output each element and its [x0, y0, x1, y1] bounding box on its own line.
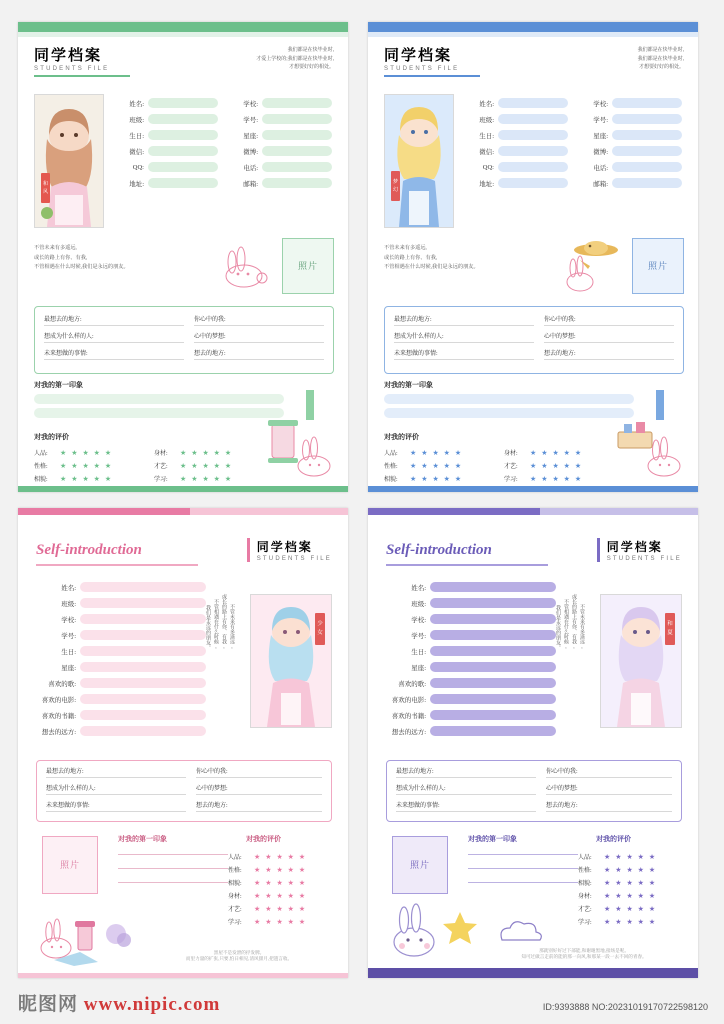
top-accent-bar-light: [540, 508, 698, 515]
character-illustration: [600, 594, 682, 728]
watermark: 昵图网 www.nipic.com: [18, 994, 221, 1015]
rating-row[interactable]: 学习: ★ ★ ★ ★ ★: [228, 918, 307, 926]
field-row[interactable]: 生日:: [386, 646, 556, 656]
field-input[interactable]: [80, 694, 206, 704]
field-row[interactable]: 地址:: [464, 178, 568, 188]
top-accent-bar-light: [368, 32, 698, 37]
impression-input[interactable]: [34, 408, 284, 418]
field-input[interactable]: [262, 130, 332, 140]
field-input[interactable]: [430, 598, 556, 608]
photo-placeholder[interactable]: 照片: [42, 836, 98, 894]
star-rating[interactable]: ★ ★ ★ ★ ★: [530, 449, 583, 457]
character-illustration: [384, 94, 454, 228]
card-green: 同学档案 STUDENTS FILE 我们都是在快毕业时, 才爱上学校的;我们都是在快毕业时, 才想要好好的相处。 和 风 姓名: 班级: 生日: 微信: QQ: 地址: 学校: 学号: 星座: 微博: 电话: 邮箱: 不管未来有多遥远, 或长的路上有你、有我, 不管相遇在什么时候,我们是永远的朋友。 照片 最想去的地方: 想成为什么样的人: 未来想做的事情: 你心中的我: 心中的梦想: 想去的地方: 对我的第一印象 对我的评价 人品: ★ ★ ★ ★ ★ 性格: ★ ★ ★ ★ ★ 相貌: ★ ★ ★ ★ ★ 身材: ★ ★ ★ ★ ★ 才艺: ★ ★ ★ ★ ★ 学习: ★ ★ ★ ★ ★: [18, 22, 348, 492]
field-input[interactable]: [80, 726, 206, 736]
impression-line[interactable]: [118, 882, 228, 883]
motto-text: 不管未来有多遥远, 或长的路上有你、有我, 不管相遇在什么时候,我们是永远的朋友。: [34, 245, 129, 271]
field-row[interactable]: 喜欢的书籍:: [36, 710, 206, 720]
field-row[interactable]: 星座:: [386, 662, 556, 672]
verse-block: 不管未来有多遥远, 或长的路上有你、有我, 不管相遇在什么时候, 我们是永远的朋友。: [205, 594, 235, 650]
field-input[interactable]: [612, 146, 682, 156]
star-rating[interactable]: ★ ★ ★ ★ ★: [410, 475, 463, 483]
top-accent-bar-light: [18, 32, 348, 37]
rating-row[interactable]: 身材: ★ ★ ★ ★ ★: [228, 892, 307, 900]
questions-right: 你心中的我: 心中的梦想: 想去的地方:: [546, 766, 672, 812]
top-accent-bar-light: [190, 508, 348, 515]
star-rating[interactable]: ★ ★ ★ ★ ★: [180, 475, 233, 483]
accent-block: [656, 390, 664, 420]
bottom-accent-bar: [18, 973, 348, 978]
rating-row[interactable]: 学习: ★ ★ ★ ★ ★: [578, 918, 657, 926]
rabbit-icon: [214, 242, 278, 290]
questions-left: 最想去的地方: 想成为什么样的人: 未来想做的事情:: [44, 314, 184, 360]
impression-input[interactable]: [34, 394, 284, 404]
rating-row[interactable]: 才艺: ★ ★ ★ ★ ★: [578, 905, 657, 913]
star-rating[interactable]: ★ ★ ★ ★ ★: [604, 918, 657, 926]
star-rating[interactable]: ★ ★ ★ ★ ★: [254, 866, 307, 874]
field-input[interactable]: [80, 598, 206, 608]
field-input[interactable]: [148, 146, 218, 156]
field-input[interactable]: [80, 582, 206, 592]
field-input[interactable]: [430, 614, 556, 624]
field-input[interactable]: [148, 98, 218, 108]
field-row[interactable]: 姓名:: [464, 98, 568, 108]
top-accent-bar: [368, 508, 540, 515]
character-illustration: [34, 94, 104, 228]
questions-left: 最想去的地方: 想成为什么样的人: 未来想做的事情:: [396, 766, 536, 812]
questions-right: 你心中的我: 心中的梦想: 想去的地方:: [194, 314, 324, 360]
fields-left: [114, 98, 218, 194]
field-input[interactable]: [612, 130, 682, 140]
field-input[interactable]: [262, 162, 332, 172]
field-row[interactable]: 星座:: [228, 130, 332, 140]
rating-row[interactable]: 性格: ★ ★ ★ ★ ★: [228, 866, 307, 874]
rating-row[interactable]: 性格: ★ ★ ★ ★ ★: [578, 866, 657, 874]
questions-left: 最想去的地方: 想成为什么样的人: 未来想做的事情:: [46, 766, 186, 812]
field-input[interactable]: [430, 726, 556, 736]
star-rating[interactable]: ★ ★ ★ ★ ★: [530, 462, 583, 470]
star-rating[interactable]: ★ ★ ★ ★ ★: [180, 462, 233, 470]
field-input[interactable]: [612, 178, 682, 188]
ratings-list: [578, 852, 686, 930]
field-input[interactable]: [80, 630, 206, 640]
field-row[interactable]: 想去的远方:: [36, 726, 206, 736]
field-input[interactable]: [430, 694, 556, 704]
field-input[interactable]: [262, 178, 332, 188]
rating-row[interactable]: 学习: ★ ★ ★ ★ ★: [154, 475, 233, 483]
rating-row[interactable]: 性格: ★ ★ ★ ★ ★: [384, 462, 463, 470]
asset-id: ID:9393888 NO:20231019170722598120: [542, 1002, 708, 1012]
field-input[interactable]: [430, 710, 556, 720]
field-row[interactable]: 班级:: [36, 598, 206, 608]
star-rating[interactable]: ★ ★ ★ ★ ★: [604, 905, 657, 913]
impression-input[interactable]: [384, 408, 634, 418]
fields-right: [228, 98, 332, 194]
field-input[interactable]: [148, 114, 218, 124]
field-row[interactable]: 学校:: [36, 614, 206, 624]
star-rating[interactable]: ★ ★ ★ ★ ★: [254, 879, 307, 887]
page-title: 同学档案 STUDENTS FILE: [247, 538, 332, 562]
star-rating[interactable]: ★ ★ ★ ★ ★: [604, 892, 657, 900]
field-row[interactable]: 想去的远方:: [386, 726, 556, 736]
watermark-url: www.nipic.com: [83, 994, 221, 1015]
field-row[interactable]: QQ:: [464, 162, 568, 172]
field-row[interactable]: 生日:: [464, 130, 568, 140]
photo-placeholder[interactable]: 照片: [392, 836, 448, 894]
self-introduction-title: Self-introduction: [36, 542, 142, 558]
card-blue: 同学档案 STUDENTS FILE 我们都是在快毕业时, 我们都是在快毕业时, 才想要好好的相处。 梦 幻 姓名: 班级: 生日: 微信: QQ: 地址: 学校: 学号: 星座: 微博: 电话: 邮箱: 不管未来有多遥远, 或长的路上有你、有我, 不管相遇在什么时候,我们是永远的朋友。 照片 最想去的地方: 想成为什么样的人: 未来想做的事情: 你心中的我: 心中的梦想: 想去的地方: 对我的第一印象 对我的评价 人品: ★ ★ ★ ★ ★ 性格: ★ ★ ★ ★ ★ 相貌: ★ ★ ★ ★ ★ 身材: ★ ★ ★ ★ ★ 才艺: ★ ★ ★ ★ ★ 学习: ★ ★ ★ ★ ★: [368, 22, 698, 492]
footnote: 那就别好好过下部能,和谢谢黑地,接场是呢。 知可过做言走前的能的那一向风,和那某一段一去不回的青春。: [521, 948, 647, 959]
rabbit-duck-icon: [560, 234, 630, 296]
field-input[interactable]: [612, 98, 682, 108]
ratings-right: [154, 448, 264, 487]
rating-row[interactable]: 性格: ★ ★ ★ ★ ★: [34, 462, 113, 470]
field-input[interactable]: [80, 614, 206, 624]
page-title: 同学档案 STUDENTS FILE: [597, 538, 682, 562]
fields-list: [36, 582, 206, 742]
star-rating[interactable]: ★ ★ ★ ★ ★: [254, 892, 307, 900]
ratings-left: [384, 448, 494, 487]
field-input[interactable]: [498, 98, 568, 108]
rating-row[interactable]: 才艺: ★ ★ ★ ★ ★: [154, 462, 233, 470]
motto-text: 不管未来有多遥远, 或长的路上有你、有我, 不管相遇在什么时候,我们是永远的朋友。: [384, 245, 479, 271]
field-input[interactable]: [80, 662, 206, 672]
impression-line[interactable]: [468, 854, 578, 855]
svg-text:女: 女: [317, 630, 323, 636]
field-row[interactable]: 邮箱:: [228, 178, 332, 188]
field-input[interactable]: [430, 662, 556, 672]
field-row[interactable]: 学号:: [386, 630, 556, 640]
rating-row[interactable]: 才艺: ★ ★ ★ ★ ★: [228, 905, 307, 913]
fields-left: [464, 98, 568, 194]
title-rule: [34, 75, 130, 77]
lantern-rabbit-icon: [262, 418, 338, 484]
card-pink: Self-introduction 同学档案 STUDENTS FILE 姓名: 班级: 学校: 学号: 生日: 星座: 喜欢的歌: 喜欢的电影: 喜欢的书籍: 想去的远方: 不管未来有多遥远, 或长的路上有你、有我, 不管相遇在什么时候, 我们是永远的朋友。 少 女 最想去的地方: 想成为什么样的人: 未来想做的事情: 你心中的我: 心中的梦想: 想去的地方: 照片 对我的第一印象 对我的评价 人品: ★ ★ ★ ★ ★ 性格: ★ ★ ★ ★ ★ 相貌: ★ ★ ★ ★ ★ 身材: ★ ★ ★ ★ ★ 才艺: ★ ★ ★ ★ ★ 学习: ★ ★ ★ ★ ★ 黑屋不是发泄的抒发脾。 而里力量的扩张,只要,怕日相见,清风甜月,把遗言收。: [18, 508, 348, 978]
impression-line[interactable]: [468, 868, 578, 869]
field-row[interactable]: 喜欢的电影:: [36, 694, 206, 704]
bottom-accent-bar: [368, 486, 698, 492]
rating-row[interactable]: 人品: ★ ★ ★ ★ ★: [384, 449, 463, 457]
page-title: 同学档案 STUDENTS FILE: [34, 44, 130, 77]
star-rating[interactable]: ★ ★ ★ ★ ★: [604, 853, 657, 861]
field-row[interactable]: 喜欢的歌:: [36, 678, 206, 688]
field-row[interactable]: 喜欢的歌:: [386, 678, 556, 688]
title-rule: [386, 564, 548, 566]
field-row[interactable]: 星座:: [36, 662, 206, 672]
rating-row[interactable]: 人品: ★ ★ ★ ★ ★: [228, 853, 307, 861]
fields-list: [386, 582, 556, 742]
photo-placeholder[interactable]: 照片: [632, 238, 684, 294]
top-accent-bar: [18, 22, 348, 32]
ratings-right: [504, 448, 614, 487]
field-input[interactable]: [430, 630, 556, 640]
field-input[interactable]: [262, 146, 332, 156]
star-rating[interactable]: ★ ★ ★ ★ ★: [180, 449, 233, 457]
field-row[interactable]: 微信:: [114, 146, 218, 156]
ratings-left: [34, 448, 144, 487]
field-input[interactable]: [148, 130, 218, 140]
top-accent-bar: [18, 508, 190, 515]
star-rating[interactable]: ★ ★ ★ ★ ★: [254, 918, 307, 926]
svg-text:梦: 梦: [392, 179, 399, 185]
field-input[interactable]: [80, 710, 206, 720]
rating-row[interactable]: 人品: ★ ★ ★ ★ ★: [34, 449, 113, 457]
field-input[interactable]: [80, 646, 206, 656]
character-illustration: [250, 594, 332, 728]
field-input[interactable]: [612, 114, 682, 124]
rating-row[interactable]: 身材: ★ ★ ★ ★ ★: [154, 449, 233, 457]
field-row[interactable]: 姓名:: [114, 98, 218, 108]
field-row[interactable]: QQ:: [114, 162, 218, 172]
field-row[interactable]: 生日:: [114, 130, 218, 140]
star-rating[interactable]: ★ ★ ★ ★ ★: [604, 879, 657, 887]
svg-text:和: 和: [667, 621, 673, 627]
impression-input[interactable]: [384, 394, 634, 404]
field-input[interactable]: [498, 178, 568, 188]
star-rating[interactable]: ★ ★ ★ ★ ★: [604, 866, 657, 874]
field-row[interactable]: 学校:: [228, 98, 332, 108]
rating-row[interactable]: 相貌: ★ ★ ★ ★ ★: [384, 475, 463, 483]
star-rating[interactable]: ★ ★ ★ ★ ★: [410, 462, 463, 470]
field-input[interactable]: [262, 114, 332, 124]
field-input[interactable]: [148, 178, 218, 188]
star-rating[interactable]: ★ ★ ★ ★ ★: [254, 905, 307, 913]
verse-block: 我们都是在快毕业时, 我们都是在快毕业时, 才想要好好的相处。: [637, 47, 684, 70]
field-row[interactable]: 电话:: [228, 162, 332, 172]
rating-row[interactable]: 人品: ★ ★ ★ ★ ★: [578, 853, 657, 861]
field-row[interactable]: 地址:: [114, 178, 218, 188]
star-rating[interactable]: ★ ★ ★ ★ ★: [60, 462, 113, 470]
field-row[interactable]: 班级:: [464, 114, 568, 124]
field-row[interactable]: 喜欢的电影:: [386, 694, 556, 704]
field-row[interactable]: 学号:: [228, 114, 332, 124]
bottom-accent-bar: [18, 486, 348, 492]
field-row[interactable]: 电话:: [578, 162, 682, 172]
field-row[interactable]: 学校:: [578, 98, 682, 108]
footnote: 黑屋不是发泄的抒发脾。 而里力量的扩张,只要,怕日相见,清风甜月,把遗言收。: [185, 950, 293, 961]
star-rating[interactable]: ★ ★ ★ ★ ★: [410, 449, 463, 457]
field-row[interactable]: 学号:: [36, 630, 206, 640]
bottom-accent-bar: [368, 968, 698, 978]
rating-row[interactable]: 才艺: ★ ★ ★ ★ ★: [504, 462, 583, 470]
impression-line[interactable]: [118, 868, 228, 869]
field-row[interactable]: 学号:: [578, 114, 682, 124]
star-rating[interactable]: ★ ★ ★ ★ ★: [60, 475, 113, 483]
field-row[interactable]: 学校:: [386, 614, 556, 624]
field-row[interactable]: 生日:: [36, 646, 206, 656]
field-row[interactable]: 微信:: [464, 146, 568, 156]
fields-right: [578, 98, 682, 194]
accent-block: [306, 390, 314, 420]
card-purple: Self-introduction 同学档案 STUDENTS FILE 姓名: 班级: 学校: 学号: 生日: 星座: 喜欢的歌: 喜欢的电影: 喜欢的书籍: 想去的远方: 不管未来有多遥远, 或长的路上有你、有我, 不管相遇在什么时候, 我们是永远的朋友。 和 夏 最想去的地方: 想成为什么样的人: 未来想做的事情: 你心中的我: 心中的梦想: 想去的地方: 照片 对我的第一印象 对我的评价 人品: ★ ★ ★ ★ ★ 性格: ★ ★ ★ ★ ★ 相貌: ★ ★ ★ ★ ★ 身材: ★ ★ ★ ★ ★ 才艺: ★ ★ ★ ★ ★ 学习: ★ ★ ★ ★ ★ 那就别好好过下部能,和谢谢黑地,接场是呢。 知可过做言走前的能的那一向风,和那某一段一去不回的青春。: [368, 508, 698, 978]
svg-text:夏: 夏: [667, 630, 673, 636]
self-introduction-title: Self-introduction: [386, 542, 492, 558]
photo-placeholder[interactable]: 照片: [282, 238, 334, 294]
star-rating[interactable]: ★ ★ ★ ★ ★: [60, 449, 113, 457]
field-row[interactable]: 班级:: [386, 598, 556, 608]
field-input[interactable]: [262, 98, 332, 108]
field-input[interactable]: [612, 162, 682, 172]
star-rating[interactable]: ★ ★ ★ ★ ★: [254, 853, 307, 861]
questions-right: 你心中的我: 心中的梦想: 想去的地方:: [544, 314, 674, 360]
title-rule: [36, 564, 198, 566]
field-row[interactable]: 喜欢的书籍:: [386, 710, 556, 720]
field-input[interactable]: [430, 646, 556, 656]
questions-left: 最想去的地方: 想成为什么样的人: 未来想做的事情:: [394, 314, 534, 360]
field-input[interactable]: [498, 146, 568, 156]
field-row[interactable]: 邮箱:: [578, 178, 682, 188]
svg-text:和: 和: [42, 181, 49, 187]
field-row[interactable]: 微博:: [228, 146, 332, 156]
rating-row[interactable]: 身材: ★ ★ ★ ★ ★: [504, 449, 583, 457]
field-input[interactable]: [430, 678, 556, 688]
impression-line[interactable]: [118, 854, 228, 855]
star-rating[interactable]: ★ ★ ★ ★ ★: [530, 475, 583, 483]
field-input[interactable]: [148, 162, 218, 172]
rating-row[interactable]: 相貌: ★ ★ ★ ★ ★: [34, 475, 113, 483]
verse-block: 不管未来有多遥远, 或长的路上有你、有我, 不管相遇在什么时候, 我们是永远的朋友。: [555, 594, 585, 650]
rating-row[interactable]: 身材: ★ ★ ★ ★ ★: [578, 892, 657, 900]
title-rule: [384, 75, 480, 77]
tray-rabbit-icon: [612, 418, 688, 484]
rabbit-lamp-icon: [34, 904, 144, 966]
field-input[interactable]: [80, 678, 206, 688]
rating-row[interactable]: 相貌: ★ ★ ★ ★ ★: [228, 879, 307, 887]
rating-row[interactable]: 学习: ★ ★ ★ ★ ★: [504, 475, 583, 483]
field-row[interactable]: 班级:: [114, 114, 218, 124]
field-row[interactable]: 姓名:: [386, 582, 556, 592]
impression-line[interactable]: [468, 882, 578, 883]
page-title: 同学档案 STUDENTS FILE: [384, 44, 480, 77]
field-row[interactable]: 姓名:: [36, 582, 206, 592]
top-accent-bar: [368, 22, 698, 32]
field-input[interactable]: [498, 162, 568, 172]
field-row[interactable]: 微博:: [578, 146, 682, 156]
svg-text:幻: 幻: [392, 187, 399, 193]
field-input[interactable]: [430, 582, 556, 592]
field-row[interactable]: 星座:: [578, 130, 682, 140]
svg-text:少: 少: [317, 621, 323, 627]
svg-text:风: 风: [42, 189, 49, 195]
verse-block: 我们都是在快毕业时, 才爱上学校的;我们都是在快毕业时, 才想要好好的相处。: [256, 47, 334, 70]
questions-right: 你心中的我: 心中的梦想: 想去的地方:: [196, 766, 322, 812]
ratings-list: [228, 852, 336, 930]
field-input[interactable]: [498, 114, 568, 124]
rating-row[interactable]: 相貌: ★ ★ ★ ★ ★: [578, 879, 657, 887]
field-input[interactable]: [498, 130, 568, 140]
